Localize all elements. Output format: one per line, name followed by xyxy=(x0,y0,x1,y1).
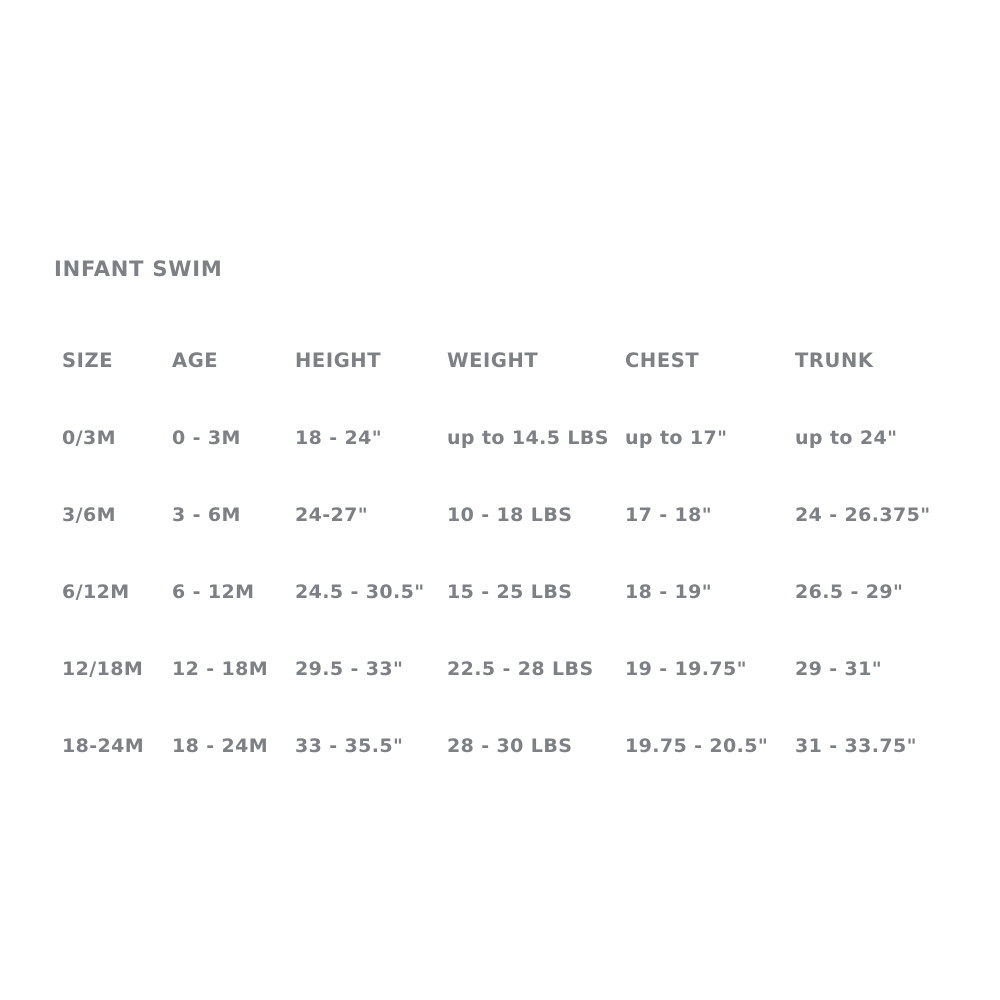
size-value: 18-24M xyxy=(62,734,145,757)
column-header-size: SIZE xyxy=(62,349,114,372)
age-value: 18 - 24M xyxy=(172,734,269,757)
chest-value: 19 - 19.75" xyxy=(625,657,747,680)
weight-value: 22.5 - 28 LBS xyxy=(447,657,594,680)
size-chart-table xyxy=(62,322,962,784)
column-header-chest: CHEST xyxy=(625,349,700,372)
column-header-age: AGE xyxy=(172,349,219,372)
column-header-trunk: TRUNK xyxy=(795,349,874,372)
page-title: INFANT SWIM xyxy=(54,257,223,281)
height-value: 18 - 24" xyxy=(295,426,383,449)
height-value: 24.5 - 30.5" xyxy=(295,580,425,603)
chest-value: 18 - 19" xyxy=(625,580,713,603)
weight-value: 10 - 18 LBS xyxy=(447,503,573,526)
trunk-value: up to 24" xyxy=(795,426,898,449)
age-value: 3 - 6M xyxy=(172,503,241,526)
trunk-value: 29 - 31" xyxy=(795,657,883,680)
size-value: 3/6M xyxy=(62,503,116,526)
column-header-weight: WEIGHT xyxy=(447,349,539,372)
column-header-height: HEIGHT xyxy=(295,349,382,372)
height-value: 29.5 - 33" xyxy=(295,657,404,680)
chest-value: 19.75 - 20.5" xyxy=(625,734,769,757)
chest-value: up to 17" xyxy=(625,426,728,449)
chest-value: 17 - 18" xyxy=(625,503,713,526)
weight-value: 15 - 25 LBS xyxy=(447,580,573,603)
trunk-value: 31 - 33.75" xyxy=(795,734,917,757)
age-value: 12 - 18M xyxy=(172,657,269,680)
size-value: 6/12M xyxy=(62,580,130,603)
height-value: 24-27" xyxy=(295,503,369,526)
age-value: 6 - 12M xyxy=(172,580,255,603)
size-value: 12/18M xyxy=(62,657,144,680)
height-value: 33 - 35.5" xyxy=(295,734,404,757)
size-value: 0/3M xyxy=(62,426,116,449)
weight-value: 28 - 30 LBS xyxy=(447,734,573,757)
weight-value: up to 14.5 LBS xyxy=(447,426,609,449)
trunk-value: 26.5 - 29" xyxy=(795,580,904,603)
age-value: 0 - 3M xyxy=(172,426,241,449)
trunk-value: 24 - 26.375" xyxy=(795,503,931,526)
